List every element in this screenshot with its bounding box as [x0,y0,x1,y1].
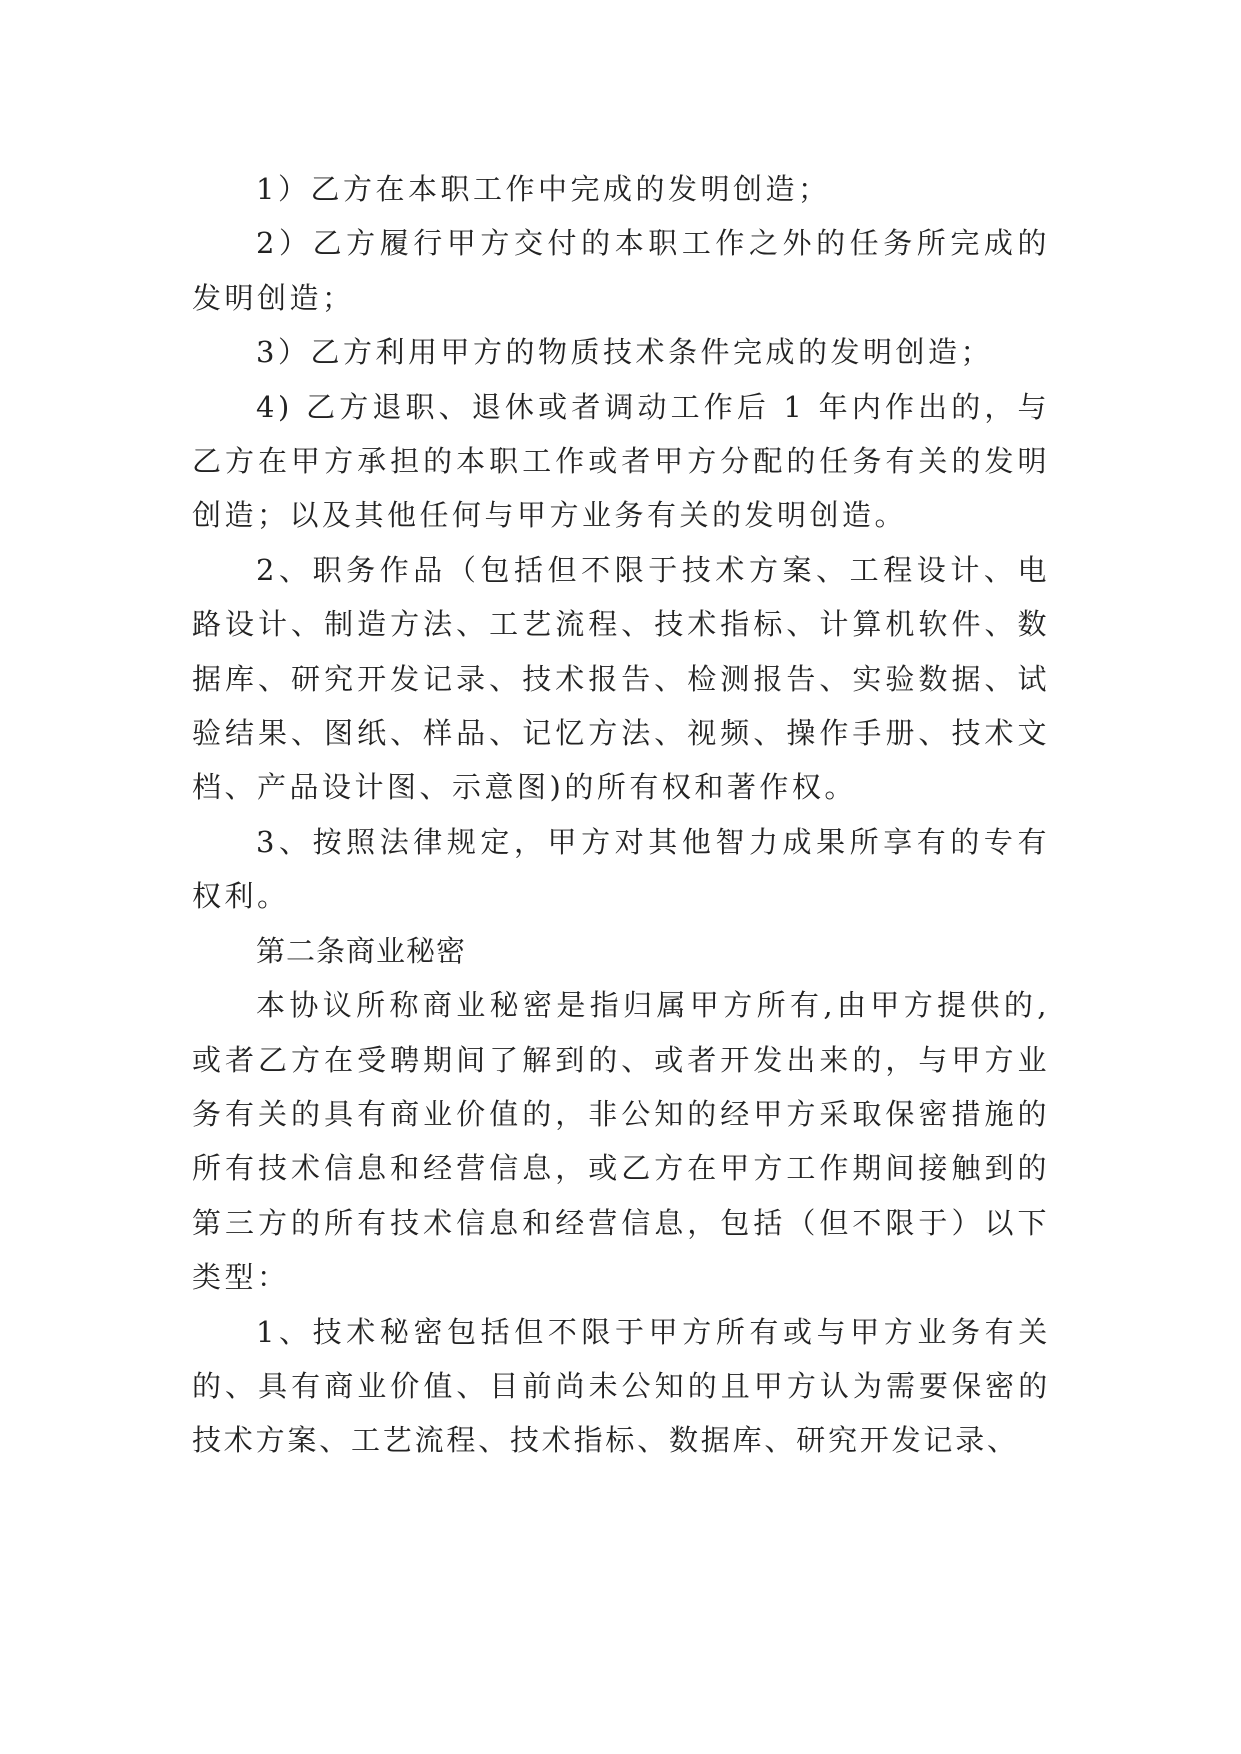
paragraph-item-3: 3）乙方利用甲方的物质技术条件完成的发明创造； [256,335,993,370]
paragraph-item-2: 2）乙方履行甲方交付的本职工作之外的任务所完成的发明创造； [192,226,1050,315]
section-heading: 第二条商业秘密 [256,933,467,968]
paragraph-trade-secret-definition: 本协议所称商业秘密是指归属甲方所有,由甲方提供的,或者乙方在受聘期间了解到的、或者开发出来的，与甲方业务有关的具有商业价值的，非公知的经甲方采取保密措施的所有技术信息和经营信息，或乙方在甲方工作期间接触到的第三方的所有技术信息和经营信息，包括（但不限于）以下类型： [192,988,1050,1295]
paragraph-technical-secrets: 1、技术秘密包括但不限于甲方所有或与甲方业务有关的、具有商业价值、目前尚未公知的且甲方认为需要保密的技术方案、工艺流程、技术指标、数据库、研究开发记录、 [192,1314,1050,1458]
paragraph-item-4: 4) 乙方退职、退休或者调动工作后 1 年内作出的，与乙方在甲方承担的本职工作或者甲方分配的任务有关的发明创造；以及其他任何与甲方业务有关的发明创造。 [192,389,1050,533]
document-body [192,162,1050,1468]
paragraph-item-1: 1）乙方在本职工作中完成的发明创造； [256,172,831,206]
paragraph-exclusive-rights: 3、按照法律规定，甲方对其他智力成果所享有的专有权利。 [192,824,1050,914]
paragraph-service-works: 2、职务作品（包括但不限于技术方案、工程设计、电路设计、制造方法、工艺流程、技术指标、计算机软件、数据库、研究开发记录、技术报告、检测报告、实验数据、试验结果、图纸、样品、记忆方法、视频、操作手册、技术文档、产品设计图、示意图)的所有权和著作权。 [192,552,1050,805]
